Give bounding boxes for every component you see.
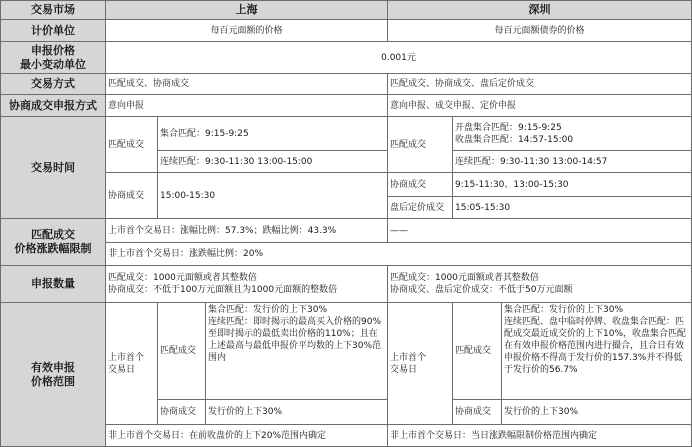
row-label-tick-size: 申报价格 最小变动单位	[0, 41, 106, 74]
sh-pricing-unit: 每百元面额的价格	[105, 19, 388, 42]
sz-range-negotiate-label: 协商成交	[452, 399, 502, 425]
sz-time-after-hours: 15:05-15:30	[452, 196, 692, 219]
sz-time-negotiate-label: 协商成交	[387, 172, 453, 197]
sz-pricing-unit: 每百元面额债券的价格	[387, 19, 692, 42]
sz-negotiate-declaration: 意向申报、成交申报、定价申报	[387, 94, 692, 117]
sh-time-call-auction: 集合匹配：9:15-9:25	[157, 116, 388, 151]
row-label-quantity: 申报数量	[0, 265, 106, 303]
sh-trading-method: 匹配成交、协商成交	[105, 73, 388, 95]
sz-range-match-text: 集合匹配：发行价的上下30% 连续匹配、盘中临时停牌、收盘集合匹配：匹配成交最近成交价的上下10%，收盘集合匹配在有效申报价格范围内进行撮合，且合日有效申报价格不得高于发行价的157.3%并不得低于发行价的56.7%	[501, 302, 692, 400]
sz-range-first-day-label: 上市首个 交易日	[387, 302, 453, 425]
sh-range-non-first-day: 非上市首个交易日：在前收盘价的上下20%范围内确定	[105, 424, 388, 447]
sh-range-first-day-label: 上市首个 交易日	[105, 302, 158, 425]
sz-range-negotiate-text: 发行价的上下30%	[501, 399, 692, 425]
sh-time-match-label: 匹配成交	[105, 116, 158, 173]
sz-time-negotiate-hours: 9:15-11:30、13:00-15:30	[452, 172, 692, 197]
row-label-trading-method: 交易方式	[0, 73, 106, 95]
sh-range-negotiate-text: 发行价的上下30%	[205, 399, 388, 425]
row-label-negotiate-declaration: 协商成交申报方式	[0, 94, 106, 117]
sz-limit-first-day: ——	[387, 218, 692, 243]
sz-range-non-first-day: 非上市首个交易日：当日涨跌幅限制价格范围内确定	[387, 424, 692, 447]
tick-size-value: 0.001元	[105, 41, 692, 74]
sh-time-continuous: 连续匹配：9:30-11:30 13:00-15:00	[157, 150, 388, 173]
col-header-shenzhen: 深圳	[387, 0, 692, 20]
sh-range-match-label: 匹配成交	[157, 302, 206, 400]
sh-time-negotiate-hours: 15:00-15:30	[157, 172, 388, 219]
col-header-market: 交易市场	[0, 0, 106, 20]
sh-limit-first-day: 上市首个交易日：涨幅比例：57.3%；跌幅比例：43.3%	[105, 218, 388, 243]
row-label-trading-time: 交易时间	[0, 116, 106, 219]
sh-time-negotiate-label: 协商成交	[105, 172, 158, 219]
sz-time-match-label: 匹配成交	[387, 116, 453, 173]
sh-range-negotiate-label: 协商成交	[157, 399, 206, 425]
limit-non-first-day: 非上市首个交易日：涨跌幅比例：20%	[105, 242, 692, 266]
row-label-pricing-unit: 计价单位	[0, 19, 106, 42]
row-label-price-limit: 匹配成交 价格涨跌幅限制	[0, 218, 106, 266]
sh-negotiate-declaration: 意向申报	[105, 94, 388, 117]
sz-range-match-label: 匹配成交	[452, 302, 502, 400]
sz-trading-method: 匹配成交、协商成交、盘后定价成交	[387, 73, 692, 95]
sh-range-match-text: 集合匹配：发行价的上下30% 连续匹配：即时揭示的最高买入价格的90%至即时揭示的最低卖出价格的110%；且在上述最高与最低申报价平均数的上下30%范围内	[205, 302, 388, 400]
col-header-shanghai: 上海	[105, 0, 388, 20]
sz-quantity: 匹配成交：1000元面额或者其整数倍 协商成交、盘后定价成交：不低于50万元面额	[387, 265, 692, 303]
row-label-price-range: 有效申报 价格范围	[0, 302, 106, 447]
sh-quantity: 匹配成交：1000元面额或者其整数倍 协商成交：不低于100万元面额且为1000元面额的整数倍	[105, 265, 388, 303]
sz-time-continuous: 连续匹配：9:30-11:30 13:00-14:57	[452, 150, 692, 173]
sz-time-call-auction: 开盘集合匹配：9:15-9:25 收盘集合匹配：14:57-15:00	[452, 116, 692, 151]
sz-time-after-hours-label: 盘后定价成交	[387, 196, 453, 219]
